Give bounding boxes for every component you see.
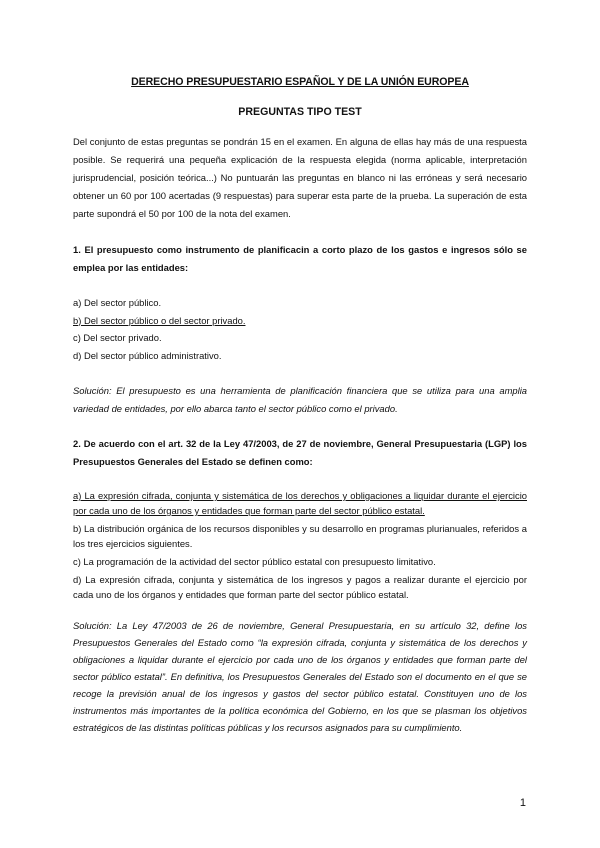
document-subtitle: PREGUNTAS TIPO TEST [238, 106, 362, 118]
question-1-option-a: a) Del sector público. [73, 297, 162, 308]
question-1-solution: Solución: El presupuesto es una herramienta de planificación financiera que se utiliza para una amplia variedad de entidades, por ello abarca tanto el sector público como el privado. [73, 385, 527, 414]
document-title: DERECHO PRESUPUESTARIO ESPAÑOL Y DE LA UNIÓN EUROPEA [131, 76, 469, 88]
question-1-option-c: c) Del sector privado. [73, 332, 162, 343]
question-1-options [73, 294, 527, 364]
question-2-solution: Solución: La Ley 47/2003 de 26 de noviembre, General Presupuestaria, en su artículo 32, define los Presupuestos Generales del Estado como “la expresión cifrada, conjunta y sistemática de los derechos y obligaciones a liquidar durante el ejercicio por cada uno de los órganos y entidades que forman parte del sector público estatal”. En definitiva, los Presupuestos Generales del Estado son el documento en el que se recoge la previsión anual de los ingresos y gastos del sector público estatal. Constituyen uno de los instrumentos más importantes de la política económica del Gobierno, en los que se plasman los objetivos estratégicos de las distintas políticas públicas y los recursos asignados para su cumplimiento. [73, 620, 527, 733]
question-2-option-c: c) La programación de la actividad del sector público estatal con presupuesto limitativo. [73, 556, 436, 567]
question-2-option-b: b) La distribución orgánica de los recursos disponibles y su desarrollo en programas plurianuales, referidos a los tres ejercicios siguientes. [73, 523, 527, 549]
intro-paragraph: Del conjunto de estas preguntas se pondrán 15 en el examen. En alguna de ellas hay más de una respuesta posible. Se requerirá una pequeña explicación de la respuesta elegida (norma aplicable, interpretación jurisprudencial, posición teórica...) No puntuarán las preguntas en blanco ni las erróneas y será necesario obtener un 60 por 100 acertadas (9 respuestas) para superar esta parte de la prueba. La superación de esta parte supondrá el 50 por 100 de la nota del examen. [73, 136, 527, 219]
question-2-option-a: a) La expresión cifrada, conjunta y sistemática de los derechos y obligaciones a liquidar durante el ejercicio por cada uno de los órganos y entidades que forman parte del sector público estatal. [73, 490, 527, 516]
question-2-options [73, 488, 527, 602]
question-1-option-b: b) Del sector público o del sector privado. [73, 314, 246, 326]
question-1: 1. El presupuesto como instrumento de planificacin a corto plazo de los gastos e ingresos sólo se emplea por las entidades: [73, 244, 527, 273]
page-number: 1 [519, 797, 526, 809]
document-body [73, 76, 527, 736]
question-2: 2. De acuerdo con el art. 32 de la Ley 47/2003, de 27 de noviembre, General Presupuestaria (LGP) los Presupuestos Generales del Estado se definen como: [73, 438, 527, 467]
question-1-option-d: d) Del sector público administrativo. [73, 349, 222, 361]
question-2-option-d: d) La expresión cifrada, conjunta y sistemática de los ingresos y pagos a realizar durante el ejercicio por cada uno de los órganos y entidades que forman parte del sector público estatal. [73, 574, 527, 600]
